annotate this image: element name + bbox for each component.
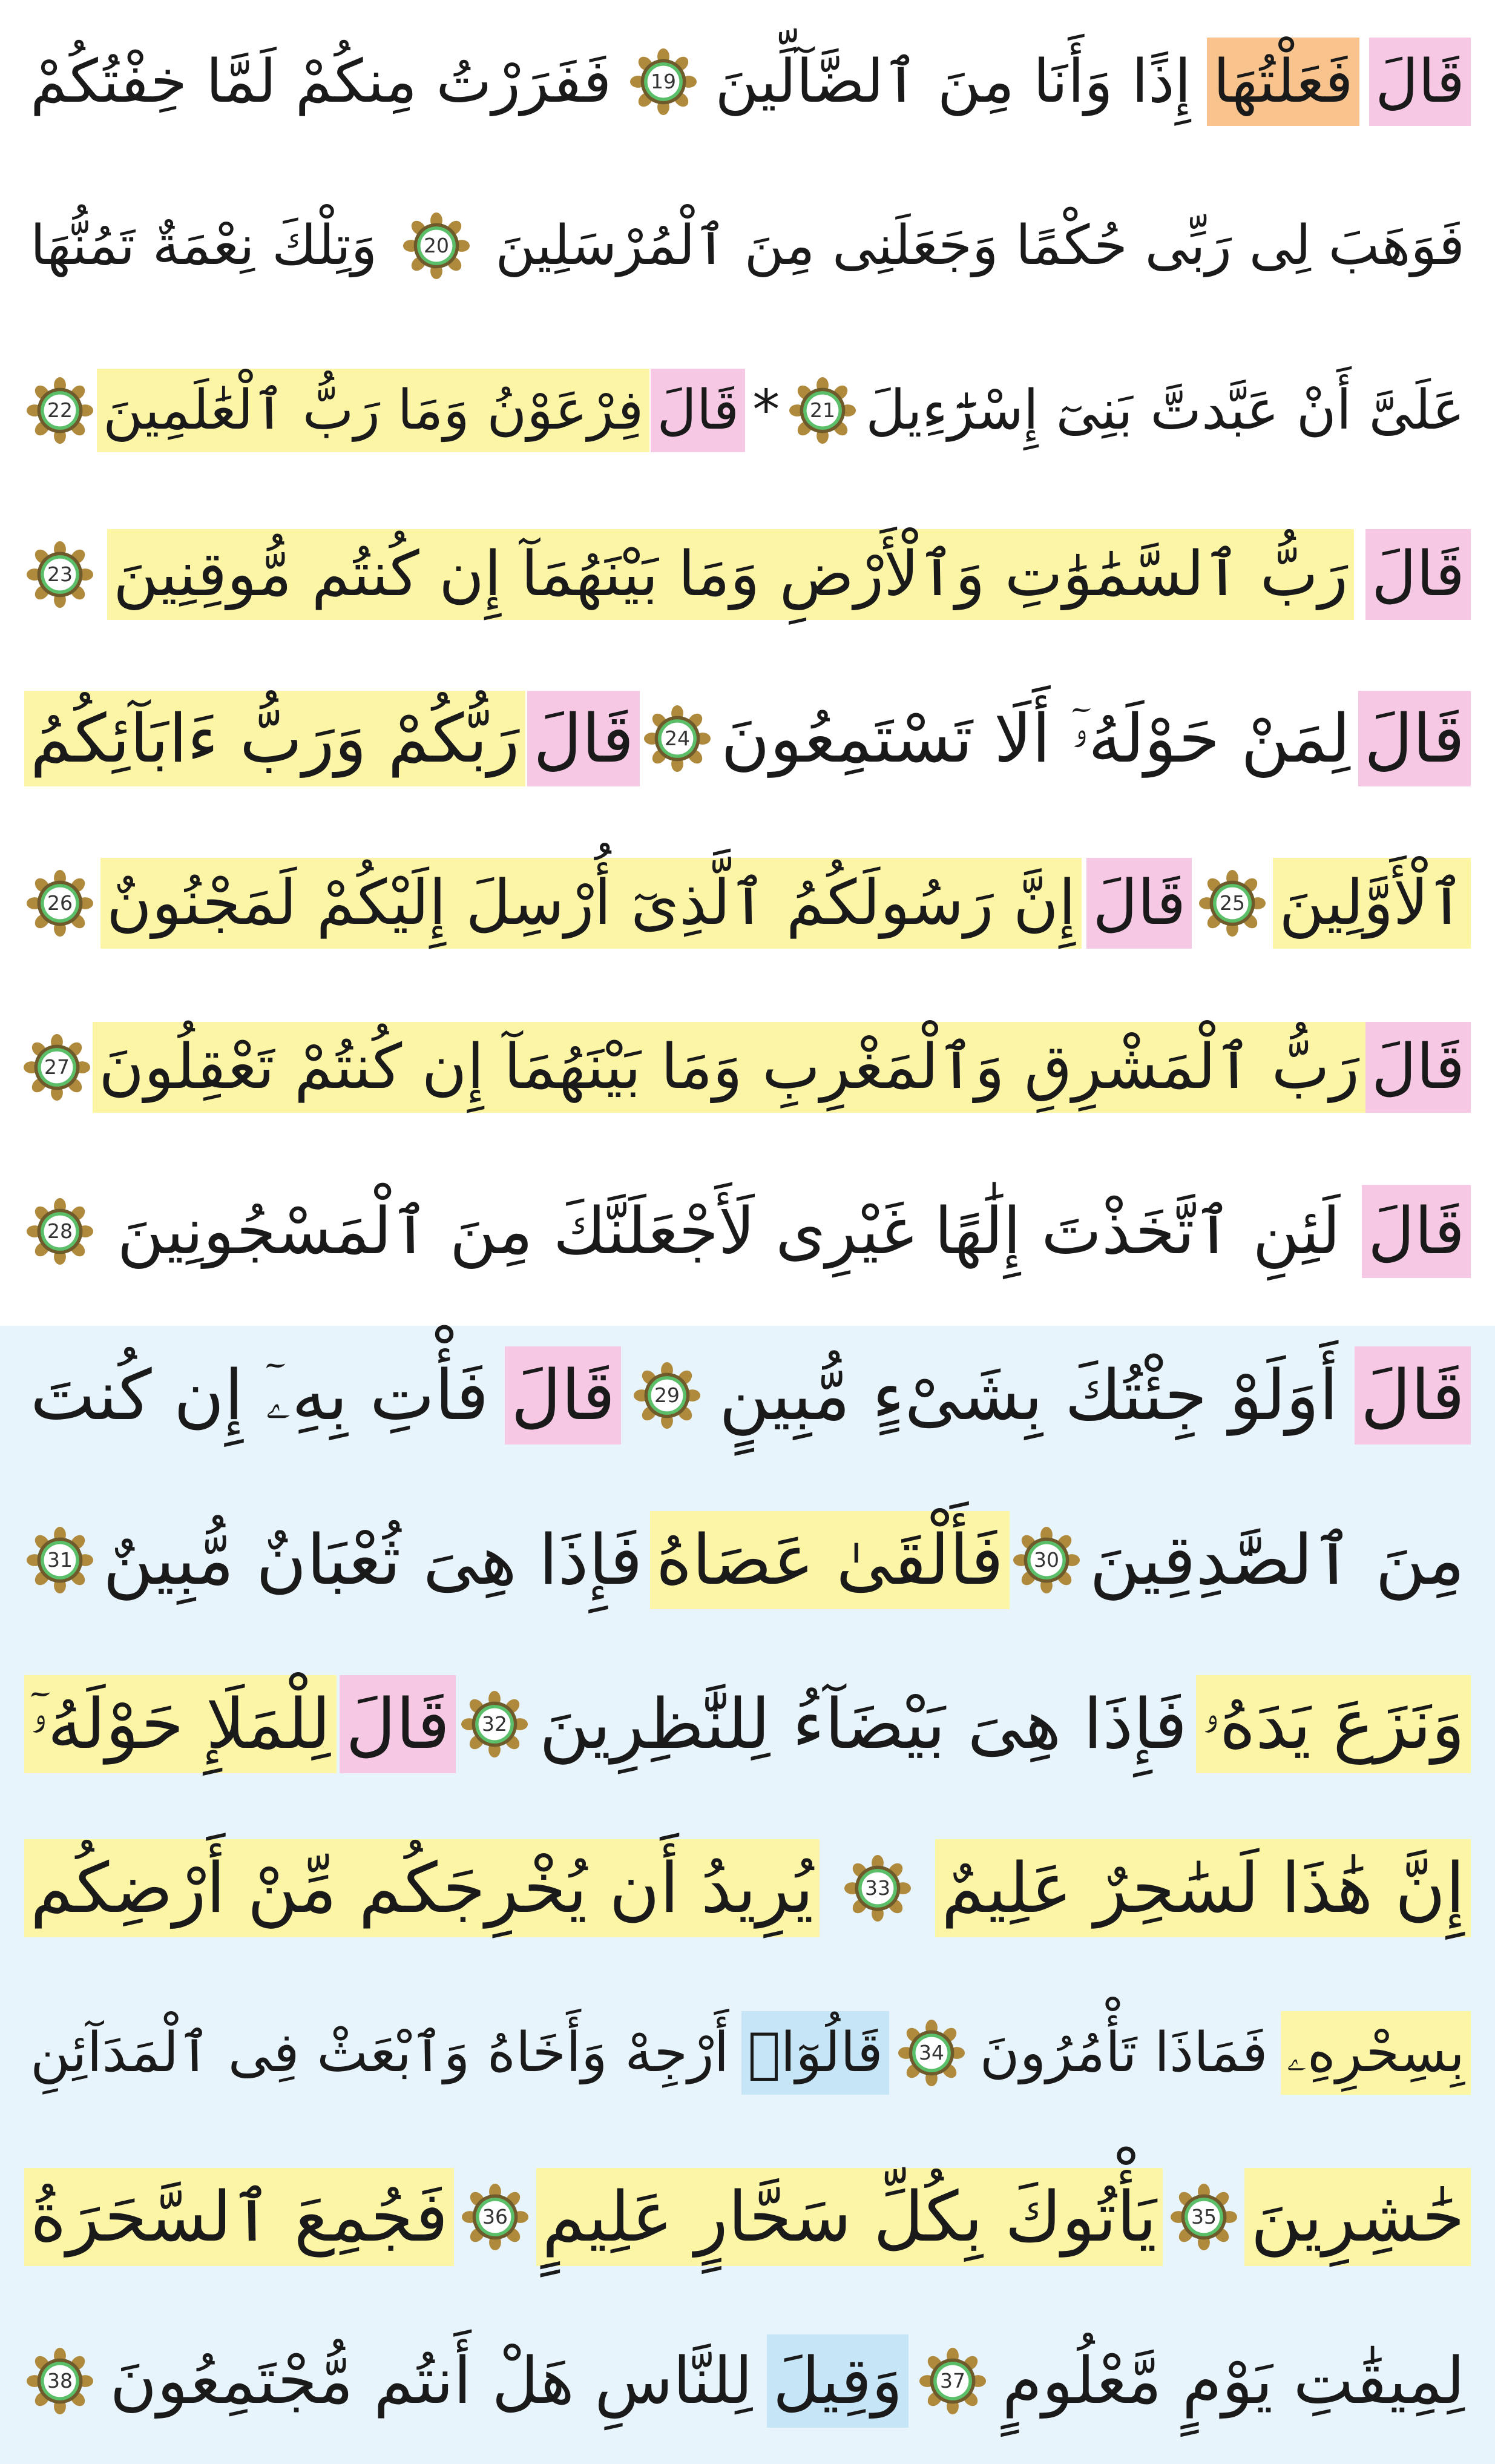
ayah-number: 21: [810, 398, 836, 422]
verse-line: [24, 2156, 1471, 2278]
highlighted-text: رَبُّكُمْ وَرَبُّ ءَابَآئِكُمُ: [24, 691, 525, 786]
verse-text: عَلَىَّ أَنْ عَبَّدتَّ بَنِىٓ إِسْرَٰٓءِيلَ: [866, 378, 1465, 442]
highlighted-text: قَالَ: [340, 1675, 456, 1773]
highlighted-text: لِلْمَلَإِ حَوْلَهُۥٓ: [24, 1675, 337, 1773]
verse-line: [24, 1007, 1471, 1128]
verse-line: [24, 843, 1471, 964]
verse-text: فَإِذَا هِىَ ثُعْبَانٌ مُّبِينٌ: [103, 1520, 643, 1600]
highlighted-text: وَقِيلَ: [767, 2334, 908, 2428]
highlighted-text: قَالَ: [1365, 1022, 1471, 1113]
verse-text: فَفَرَرْتُ مِنكُمْ لَمَّا خِفْتُكُمْ: [30, 47, 612, 116]
ayah-number: 29: [654, 1383, 680, 1407]
highlighted-text: إِنَّ هَٰذَا لَسَٰحِرٌ عَلِيمٌ: [935, 1839, 1471, 1937]
highlighted-text: قَالَ: [1086, 858, 1192, 949]
ayah-number-marker: [403, 212, 470, 279]
ayah-number-marker: [898, 2020, 965, 2086]
verse-text: لِمَنْ حَوْلَهُۥٓ أَلَا تَسْتَمِعُونَ: [721, 700, 1351, 777]
verse-line: [24, 1500, 1471, 1621]
ayah-ornament-icon: [27, 2348, 93, 2414]
ayah-number: 37: [939, 2369, 965, 2393]
highlighted-text: قَالَ: [1365, 529, 1471, 620]
verse-text: *: [752, 378, 780, 442]
ayah-number: 33: [864, 1876, 890, 1900]
ayah-number-marker: [27, 2348, 93, 2414]
ayah-ornament-icon: [644, 705, 711, 772]
highlighted-text: بِسِحْرِهِۦ: [1281, 2011, 1471, 2095]
verse-text: أَوَلَوْ جِئْتُكَ بِشَىْءٍ مُّبِينٍ: [719, 1355, 1339, 1435]
ayah-number: 26: [47, 891, 73, 915]
ayah-number-marker: [919, 2348, 986, 2414]
ayah-number-marker: [27, 1198, 93, 1265]
ayah-number-marker: [644, 705, 711, 772]
ayah-number: 22: [47, 398, 73, 422]
verse-text: فَأْتِ بِهِۦٓ إِن كُنتَ: [30, 1355, 489, 1435]
ayah-number: 19: [650, 70, 676, 93]
verse-line: [24, 185, 1471, 306]
verse-text: فَمَاذَا تَأْمُرُونَ: [979, 2021, 1268, 2084]
ayah-number-marker: [634, 1362, 700, 1429]
ayah-number: 31: [47, 1548, 73, 1572]
ayah-number: 30: [1034, 1548, 1059, 1572]
ayah-number-marker: [27, 870, 93, 937]
verse-line: [24, 350, 1471, 471]
ayah-number: 23: [47, 562, 73, 586]
verse-text: وَتِلْكَ نِعْمَةٌ تَمُنُّهَا: [30, 214, 378, 277]
verse-line: [24, 678, 1471, 799]
highlighted-text: وَنَزَعَ يَدَهُۥ: [1196, 1675, 1471, 1773]
ayah-ornament-icon: [789, 377, 856, 444]
ayah-number-marker: [27, 1527, 93, 1593]
verse-line: [24, 1664, 1471, 1785]
highlighted-text: يَأْتُوكَ بِكُلِّ سَحَّارٍ عَلِيمٍ: [536, 2168, 1163, 2266]
ayah-ornament-icon: [919, 2348, 986, 2414]
highlighted-text: قَالَ: [505, 1346, 621, 1444]
ayah-number-marker: [27, 541, 93, 608]
highlighted-text: ٱلْأَوَّلِينَ: [1273, 858, 1471, 949]
ayah-number-marker: [461, 1691, 528, 1757]
verse-line: [24, 514, 1471, 635]
ayah-number-marker: [24, 1034, 90, 1101]
highlighted-text: قَالَ: [1369, 38, 1471, 126]
ayah-ornament-icon: [27, 1527, 93, 1593]
ayah-number: 32: [482, 1712, 508, 1736]
ayah-ornament-icon: [634, 1362, 700, 1429]
ayah-number-marker: [1013, 1527, 1080, 1593]
highlighted-text: قَالَ: [1355, 1346, 1471, 1444]
ayah-ornament-icon: [1171, 2184, 1237, 2250]
verse-text: أَرْجِهْ وَأَخَاهُ وَٱبْعَثْ فِى ٱلْمَدَآئِنِ: [30, 2021, 729, 2084]
verse-text: لِمِيقَٰتِ يَوْمٍ مَّعْلُومٍ: [1002, 2344, 1465, 2418]
ayah-number: 24: [665, 726, 691, 750]
ayah-number-marker: [844, 1855, 911, 1922]
ayah-number: 38: [47, 2369, 73, 2393]
ayah-number-marker: [789, 377, 856, 444]
ayah-number: 28: [47, 1219, 73, 1243]
verse-text: مِنَ ٱلصَّٰدِقِينَ: [1089, 1520, 1465, 1600]
highlighted-text: يُرِيدُ أَن يُخْرِجَكُم مِّنْ أَرْضِكُم: [24, 1839, 820, 1937]
ayah-number-marker: [27, 377, 93, 444]
ayah-number: 36: [482, 2205, 508, 2228]
highlighted-text: إِنَّ رَسُولَكُمُ ٱلَّذِىٓ أُرْسِلَ إِلَيْكُمْ لَمَجْنُونٌ: [100, 858, 1082, 949]
verse-text: لَئِنِ ٱتَّخَذْتَ إِلَٰهًا غَيْرِى لَأَجْعَلَنَّكَ مِنَ ٱلْمَسْجُونِينَ: [117, 1194, 1341, 1268]
ayah-ornament-icon: [27, 870, 93, 937]
ayah-number-marker: [1199, 870, 1266, 937]
verse-text: إِذًا وَأَنَا مِنَ ٱلضَّآلِّينَ: [715, 47, 1191, 116]
highlighted-text: حَٰشِرِينَ: [1244, 2168, 1471, 2266]
verse-line: [24, 2321, 1471, 2442]
highlighted-text: قَالُوٓا۟: [741, 2011, 889, 2095]
ayah-number: 27: [44, 1055, 70, 1079]
highlighted-text: فَجُمِعَ ٱلسَّحَرَةُ: [24, 2168, 454, 2266]
highlighted-text: رَبُّ ٱلسَّمَٰوَٰتِ وَٱلْأَرْضِ وَمَا بَيْنَهُمَآ إِن كُنتُم مُّوقِنِينَ: [107, 529, 1354, 620]
ayah-ornament-icon: [462, 2184, 528, 2250]
verse-line: [24, 1171, 1471, 1292]
verse-text: فَوَهَبَ لِى رَبِّى حُكْمًا وَجَعَلَنِى مِنَ ٱلْمُرْسَلِينَ: [495, 214, 1465, 277]
ayah-number-marker: [1171, 2184, 1237, 2250]
ayah-ornament-icon: [898, 2020, 965, 2086]
verse-text: فَإِذَا هِىَ بَيْضَآءُ لِلنَّٰظِرِينَ: [539, 1684, 1188, 1764]
ayah-ornament-icon: [403, 212, 470, 279]
ayah-number: 34: [918, 2041, 944, 2064]
ayah-ornament-icon: [27, 377, 93, 444]
verse-line: [24, 1992, 1471, 2113]
ayah-number: 20: [423, 234, 449, 257]
ayah-ornament-icon: [1199, 870, 1266, 937]
highlighted-text: قَالَ: [1362, 1185, 1471, 1278]
verse-line: [24, 21, 1471, 142]
ayah-ornament-icon: [27, 1198, 93, 1265]
ayah-ornament-icon: [844, 1855, 911, 1922]
ayah-number-marker: [630, 48, 697, 115]
ayah-ornament-icon: [24, 1034, 90, 1101]
highlighted-text: قَالَ: [1358, 691, 1471, 786]
highlighted-text: قَالَ: [651, 369, 745, 452]
ayah-number: 25: [1220, 891, 1246, 915]
verse-line: [24, 1335, 1471, 1456]
ayah-number-marker: [462, 2184, 528, 2250]
ayah-ornament-icon: [630, 48, 697, 115]
verse-text: لِلنَّاسِ هَلْ أَنتُم مُّجْتَمِعُونَ: [110, 2344, 753, 2418]
ayah-ornament-icon: [27, 541, 93, 608]
highlighted-text: فَأَلْقَىٰ عَصَاهُ: [650, 1511, 1010, 1609]
ayah-number: 35: [1191, 2205, 1217, 2228]
verse-line: [24, 1828, 1471, 1949]
highlighted-text: رَبُّ ٱلْمَشْرِقِ وَٱلْمَغْرِبِ وَمَا بَيْنَهُمَآ إِن كُنتُمْ تَعْقِلُونَ: [93, 1022, 1365, 1113]
ayah-ornament-icon: [1013, 1527, 1080, 1593]
ayah-ornament-icon: [461, 1691, 528, 1757]
highlighted-text: قَالَ: [527, 691, 640, 786]
highlighted-text: فَعَلْتُهَا: [1207, 38, 1359, 126]
highlighted-text: فِرْعَوْنُ وَمَا رَبُّ ٱلْعَٰلَمِينَ: [97, 369, 649, 452]
